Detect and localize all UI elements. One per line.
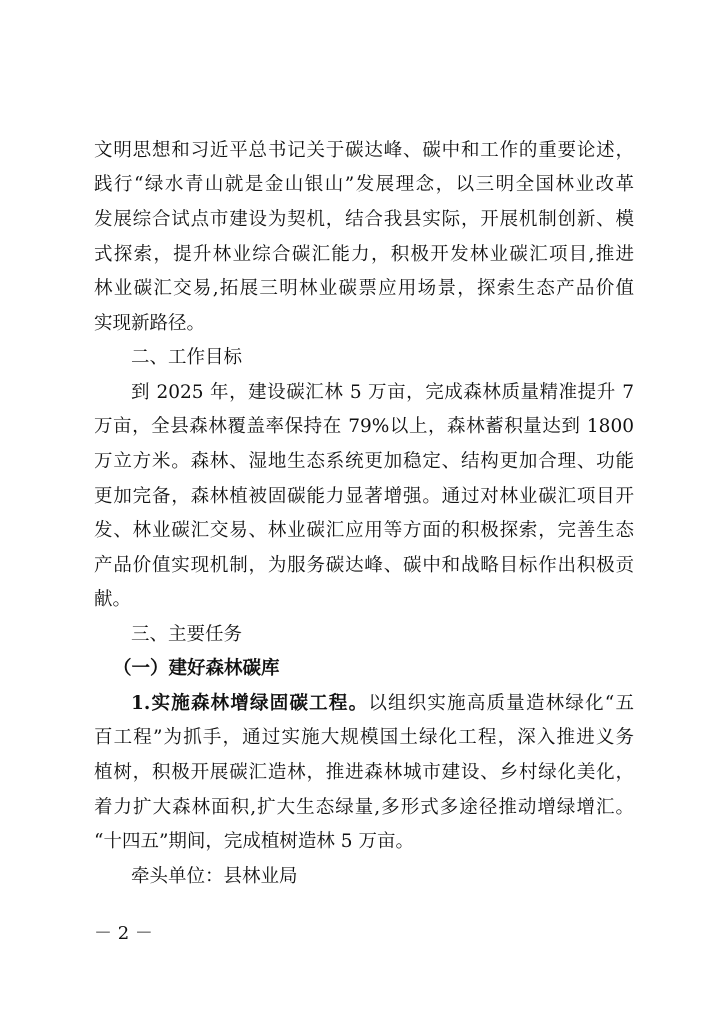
intro-line-5: 林业碳汇交易,拓展三明林业碳票应用场景，探索生态产品价值 — [94, 278, 634, 299]
intro-line-6: 实现新路径。 — [94, 313, 206, 334]
intro-line-4: 式探索，提升林业综合碳汇能力，积极开发林业碳汇项目,推进 — [94, 244, 634, 265]
task-item-1-title: 1.实施森林增绿固碳工程。 — [131, 693, 369, 714]
task-item-1-line-2: 百工程”为抓手，通过实施大规模国土绿化工程，深入推进义务 — [94, 727, 634, 748]
goals-line-3: 万立方米。森林、湿地生态系统更加稳定、结构更加合理、功能 — [94, 451, 634, 472]
lead-unit: 牵头单位：县林业局 — [131, 866, 298, 887]
task-item-1-line-4: 着力扩大森林面积,扩大生态绿量,多形式多途径推动增绿增汇。 — [94, 797, 634, 818]
goals-line-4: 更加完备，森林植被固碳能力显著增强。通过对林业碳汇项目开 — [94, 486, 634, 507]
section-heading-goals: 二、工作目标 — [131, 347, 243, 368]
intro-line-1: 文明思想和习近平总书记关于碳达峰、碳中和工作的重要论述， — [94, 140, 634, 161]
page-number: － 2 － — [94, 923, 153, 944]
goals-line-6: 产品价值实现机制，为服务碳达峰、碳中和战略目标作出积极贡 — [94, 555, 634, 576]
goals-line-2: 万亩，全县森林覆盖率保持在 79%以上，森林蓄积量达到 1800 — [94, 416, 634, 437]
task-item-1-line-1 — [131, 689, 634, 719]
goals-line-1: 到 2025 年，建设碳汇林 5 万亩，完成森林质量精准提升 7 — [131, 382, 634, 403]
task-item-1-line-5: “十四五”期间，完成植树造林 5 万亩。 — [94, 831, 414, 852]
section-heading-tasks: 三、主要任务 — [131, 624, 243, 645]
intro-line-2: 践行“绿水青山就是金山银山”发展理念，以三明全国林业改革 — [94, 174, 634, 195]
task-item-1-line-3: 植树，积极开展碳汇造林，推进森林城市建设、乡村绿化美化， — [94, 762, 634, 783]
goals-line-7: 献。 — [94, 589, 132, 610]
task-item-1-first-line-text: 以组织实施高质量造林绿化“五 — [368, 693, 634, 714]
goals-line-5: 发、林业碳汇交易、林业碳汇应用等方面的积极探索，完善生态 — [94, 520, 634, 541]
subheading-forest-carbon: （一）建好森林碳库 — [113, 658, 280, 679]
intro-line-3: 发展综合试点市建设为契机，结合我县实际，开展机制创新、模 — [94, 209, 634, 230]
